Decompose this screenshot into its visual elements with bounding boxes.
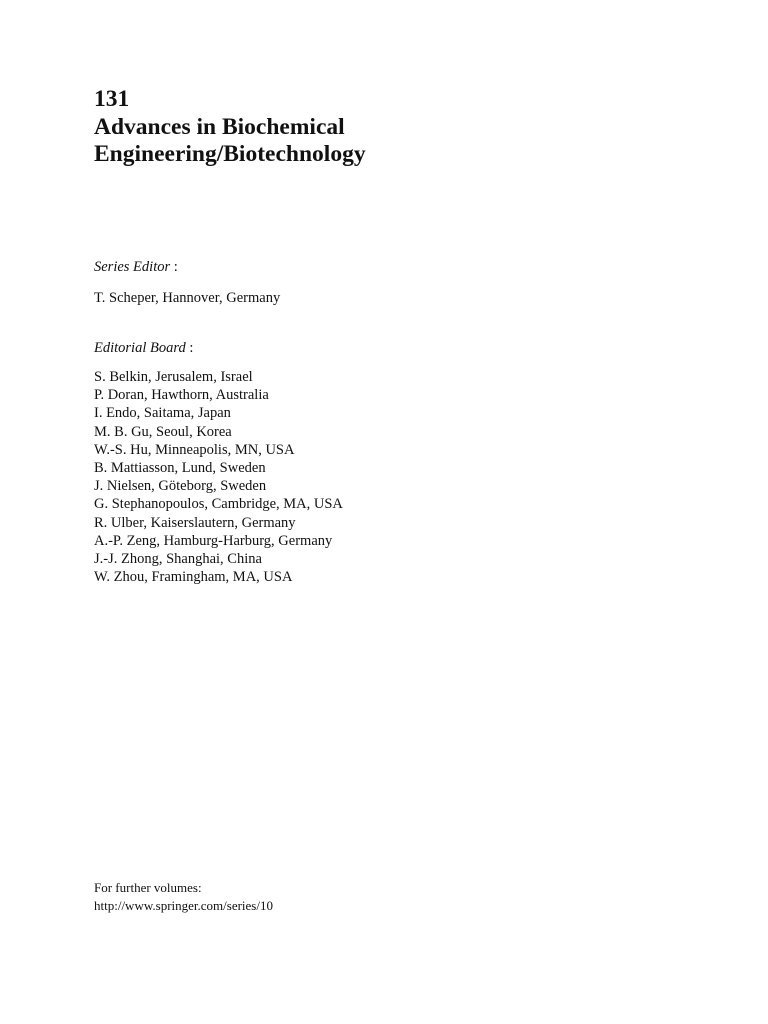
further-volumes-text: For further volumes: xyxy=(94,880,202,895)
board-member: G. Stephanopoulos, Cambridge, MA, USA xyxy=(94,496,343,513)
series-editor-name: T. Scheper, Hannover, Germany xyxy=(94,290,281,306)
editorial-board-heading xyxy=(94,339,193,357)
board-member: S. Belkin, Jerusalem, Israel xyxy=(94,369,253,385)
editorial-board-label: Editorial Board xyxy=(94,340,186,356)
series-title-line-2: Engineering/Biotechnology xyxy=(94,141,366,167)
board-member: W. Zhou, Framingham, MA, USA xyxy=(94,569,293,586)
series-title xyxy=(94,86,366,169)
board-member: J.-J. Zhong, Shanghai, China xyxy=(94,551,262,568)
board-member: I. Endo, Saitama, Japan xyxy=(94,405,231,422)
board-member: R. Ulber, Kaiserslautern, Germany xyxy=(94,514,296,531)
series-title-line-1: Advances in Biochemical xyxy=(94,113,345,140)
editorial-board-list xyxy=(94,368,343,586)
volume-number: 131 xyxy=(94,86,130,112)
further-volumes-note xyxy=(94,879,273,915)
board-member: P. Doran, Hawthorn, Australia xyxy=(94,387,269,404)
board-member: B. Mattiasson, Lund, Sweden xyxy=(94,460,266,477)
series-editor-colon: : xyxy=(173,259,178,275)
board-member: J. Nielsen, Göteborg, Sweden xyxy=(94,478,267,495)
editorial-board-colon: : xyxy=(189,340,194,356)
board-member: M. B. Gu, Seoul, Korea xyxy=(94,423,232,440)
series-editor-label: Series Editor xyxy=(94,259,171,275)
series-editor-heading xyxy=(94,258,178,276)
board-member: A.-P. Zeng, Hamburg-Harburg, Germany xyxy=(94,532,333,549)
series-url-link[interactable]: http://www.springer.com/series/10 xyxy=(94,898,273,913)
board-member: W.-S. Hu, Minneapolis, MN, USA xyxy=(94,441,295,458)
